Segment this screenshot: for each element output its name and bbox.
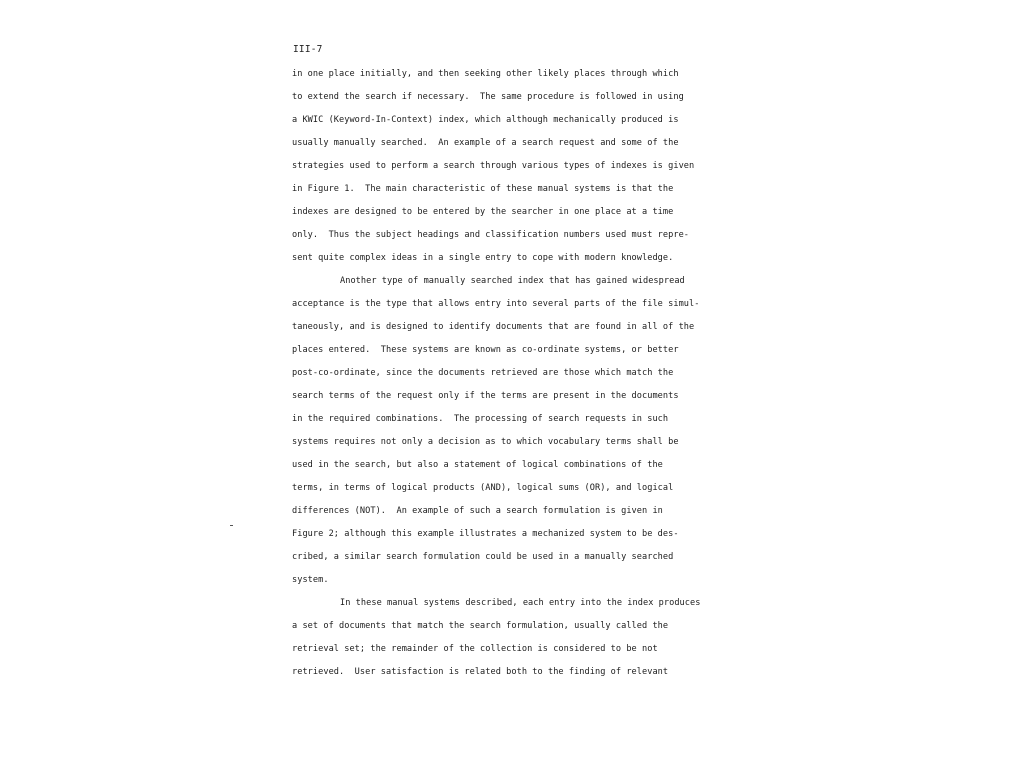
text-line: usually manually searched. An example of a search request and some of the	[292, 138, 679, 148]
paragraph-start-line: Another type of manually searched index that has gained widespread	[340, 276, 685, 286]
text-line: in one place initially, and then seeking other likely places through which	[292, 69, 679, 79]
text-line: retrieval set; the remainder of the collection is considered to be not	[292, 644, 658, 654]
text-line: taneously, and is designed to identify documents that are found in all of the	[292, 322, 695, 332]
page-number: III-7	[293, 44, 323, 55]
text-line: places entered. These systems are known as co-ordinate systems, or better	[292, 345, 679, 355]
text-line: retrieved. User satisfaction is related both to the finding of relevant	[292, 667, 669, 677]
body-text	[292, 67, 732, 688]
text-line: a set of documents that match the search formulation, usually called the	[292, 621, 669, 631]
text-line: only. Thus the subject headings and classification numbers used must repre-	[292, 230, 690, 240]
text-line: post-co-ordinate, since the documents retrieved are those which match the	[292, 368, 674, 378]
text-line: search terms of the request only if the terms are present in the documents	[292, 391, 679, 401]
text-line: used in the search, but also a statement of logical combinations of the	[292, 460, 663, 470]
text-line: terms, in terms of logical products (AND), logical sums (OR), and logical	[292, 483, 674, 493]
text-line: Figure 2; although this example illustrates a mechanized system to be des-	[292, 529, 679, 539]
text-line: in the required combinations. The processing of search requests in such	[292, 414, 669, 424]
text-line: acceptance is the type that allows entry into several parts of the file simul-	[292, 299, 700, 309]
text-line: in Figure 1. The main characteristic of these manual systems is that the	[292, 184, 674, 194]
text-line: system.	[292, 575, 329, 585]
text-line: indexes are designed to be entered by the searcher in one place at a time	[292, 207, 674, 217]
text-line: cribed, a similar search formulation could be used in a manually searched	[292, 552, 674, 562]
text-line: differences (NOT). An example of such a search formulation is given in	[292, 506, 663, 516]
paragraph-start-line: In these manual systems described, each entry into the index produces	[340, 598, 701, 608]
text-line: to extend the search if necessary. The same procedure is followed in using	[292, 92, 684, 102]
scan-speck	[230, 525, 233, 526]
text-line: strategies used to perform a search through various types of indexes is given	[292, 161, 695, 171]
text-line: a KWIC (Keyword-In-Context) index, which although mechanically produced is	[292, 115, 679, 125]
text-line: sent quite complex ideas in a single entry to cope with modern knowledge.	[292, 253, 674, 263]
text-line: systems requires not only a decision as to which vocabulary terms shall be	[292, 437, 679, 447]
